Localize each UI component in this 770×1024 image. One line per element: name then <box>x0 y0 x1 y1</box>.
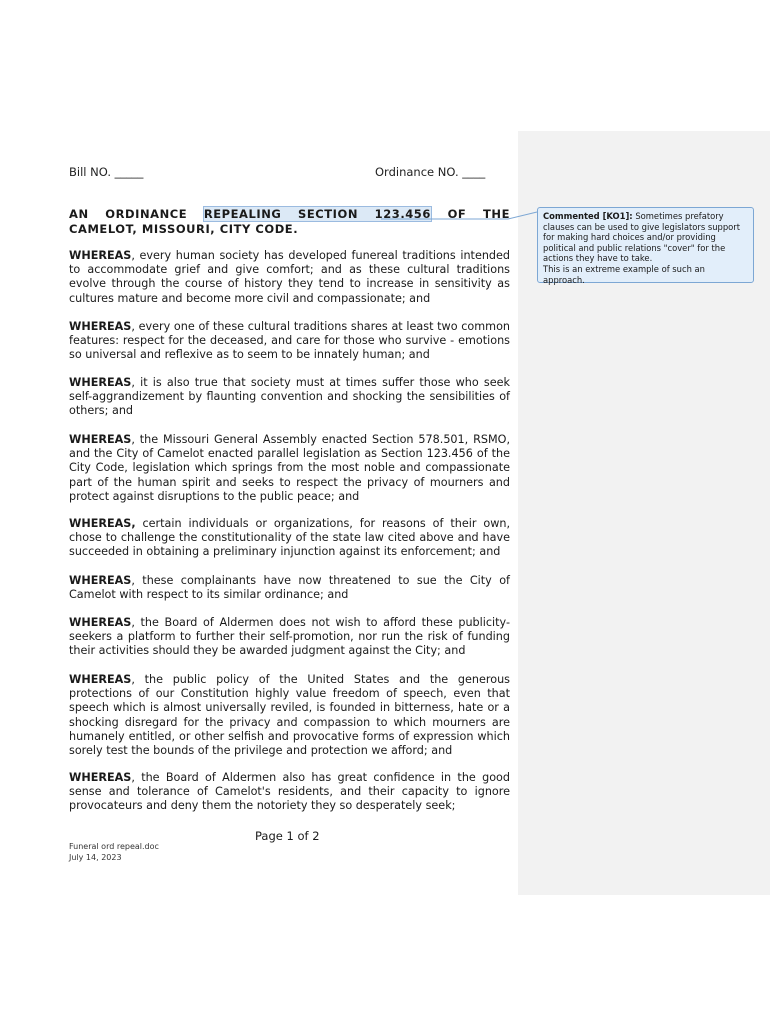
whereas-lead: WHEREAS <box>69 433 132 446</box>
paragraph-text: , the Missouri General Assembly enacted Section 578.501, RSMO, and the City of Camelot enacted parallel legislation as Section 123.456 of the City Code, legislation which springs from the most noble and compassionate part of the human spirit and seeks to respect the privacy of mourners and protect against disruptions to the public peace; and <box>69 433 510 503</box>
paragraph-text: certain individuals or organizations, for reasons of their own, chose to challenge the constitutionality of the state law cited above and have succeeded in obtaining a preliminary injunction against its enforcement; and <box>69 517 510 559</box>
paragraph-text: , it is also true that society must at times suffer those who seek self-aggrandizement by flaunting convention and shocking the sensibilities of others; and <box>69 376 510 418</box>
whereas-paragraph <box>69 673 510 758</box>
paragraph-text: , the Board of Aldermen does not wish to afford these publicity-seekers a platform to further their self-promotion, nor run the risk of funding their activities should they be awarded judgment against the City; and <box>69 616 510 658</box>
footer-date: July 14, 2023 <box>69 852 122 862</box>
paragraph-text: , every human society has developed funereal traditions intended to accommodate grief and give comfort; and as these cultural traditions evolve through the course of history they tend to increase in sensitivity as cultures mature and become more civil and compassionate; and <box>69 249 510 305</box>
whereas-lead: WHEREAS <box>69 673 132 686</box>
comment-author-tag: Commented [KO1]: <box>543 211 633 221</box>
whereas-paragraph <box>69 574 510 602</box>
document-footer <box>69 842 159 863</box>
whereas-paragraph <box>69 616 510 659</box>
whereas-paragraph <box>69 320 510 363</box>
comment-text: Sometimes prefatory clauses can be used to give legislators support for making hard choices and/or providing political and public relations "cover" for the actions they have to take. <box>543 211 741 264</box>
comment-text-2: This is an extreme example of such an approach. <box>543 263 705 285</box>
whereas-paragraph <box>69 376 510 419</box>
ordinance-number: Ordinance NO. ____ <box>375 165 486 179</box>
paragraph-text: , these complainants have now threatened to sue the City of Camelot with respect to its similar ordinance; and <box>69 574 510 602</box>
comment-balloon[interactable] <box>537 207 754 283</box>
ordinance-title <box>69 207 510 237</box>
footer-filename: Funeral ord repeal.doc <box>69 842 159 851</box>
whereas-paragraph <box>69 771 510 814</box>
title-prefix: AN ORDINANCE <box>69 207 204 221</box>
whereas-paragraph <box>69 517 510 560</box>
paragraph-text: , every one of these cultural traditions shares at least two common features: respect for the deceased, and care for those who survive - emotions so universal and reflexive as to seem to be innately human; and <box>69 320 510 362</box>
whereas-lead: WHEREAS <box>69 249 132 262</box>
paragraph-text: , the public policy of the United States and the generous protections of our Constitution highly value freedom of speech, even that speech which is almost universally reviled, is founded in bitterness, hate or a shocking disregard for the privacy and compassion to which mourners are humanely entitled, or other selfish and provocative forms of expression which sorely test the bounds of the privilege and protection we afford; and <box>69 673 510 758</box>
whereas-lead: WHEREAS <box>69 771 132 784</box>
whereas-lead: WHEREAS <box>69 320 132 333</box>
title-suffix: OF THE CAMELOT, MISSOURI, CITY CODE. <box>69 207 510 236</box>
whereas-paragraph <box>69 249 510 306</box>
paragraph-text: , the Board of Aldermen also has great confidence in the good sense and tolerance of Camelot's residents, and their capacity to ignore provocateurs and deny them the notoriety they so desperately seek; <box>69 771 510 813</box>
bill-number: Bill NO. _____ <box>69 165 144 179</box>
whereas-lead: WHEREAS <box>69 616 132 629</box>
whereas-lead: WHEREAS <box>69 574 132 587</box>
whereas-paragraph <box>69 433 510 504</box>
whereas-lead: WHEREAS, <box>69 517 136 530</box>
commented-text-highlight[interactable]: REPEALING SECTION 123.456 <box>203 207 431 221</box>
whereas-lead: WHEREAS <box>69 376 132 389</box>
page-number: Page 1 of 2 <box>255 829 320 843</box>
